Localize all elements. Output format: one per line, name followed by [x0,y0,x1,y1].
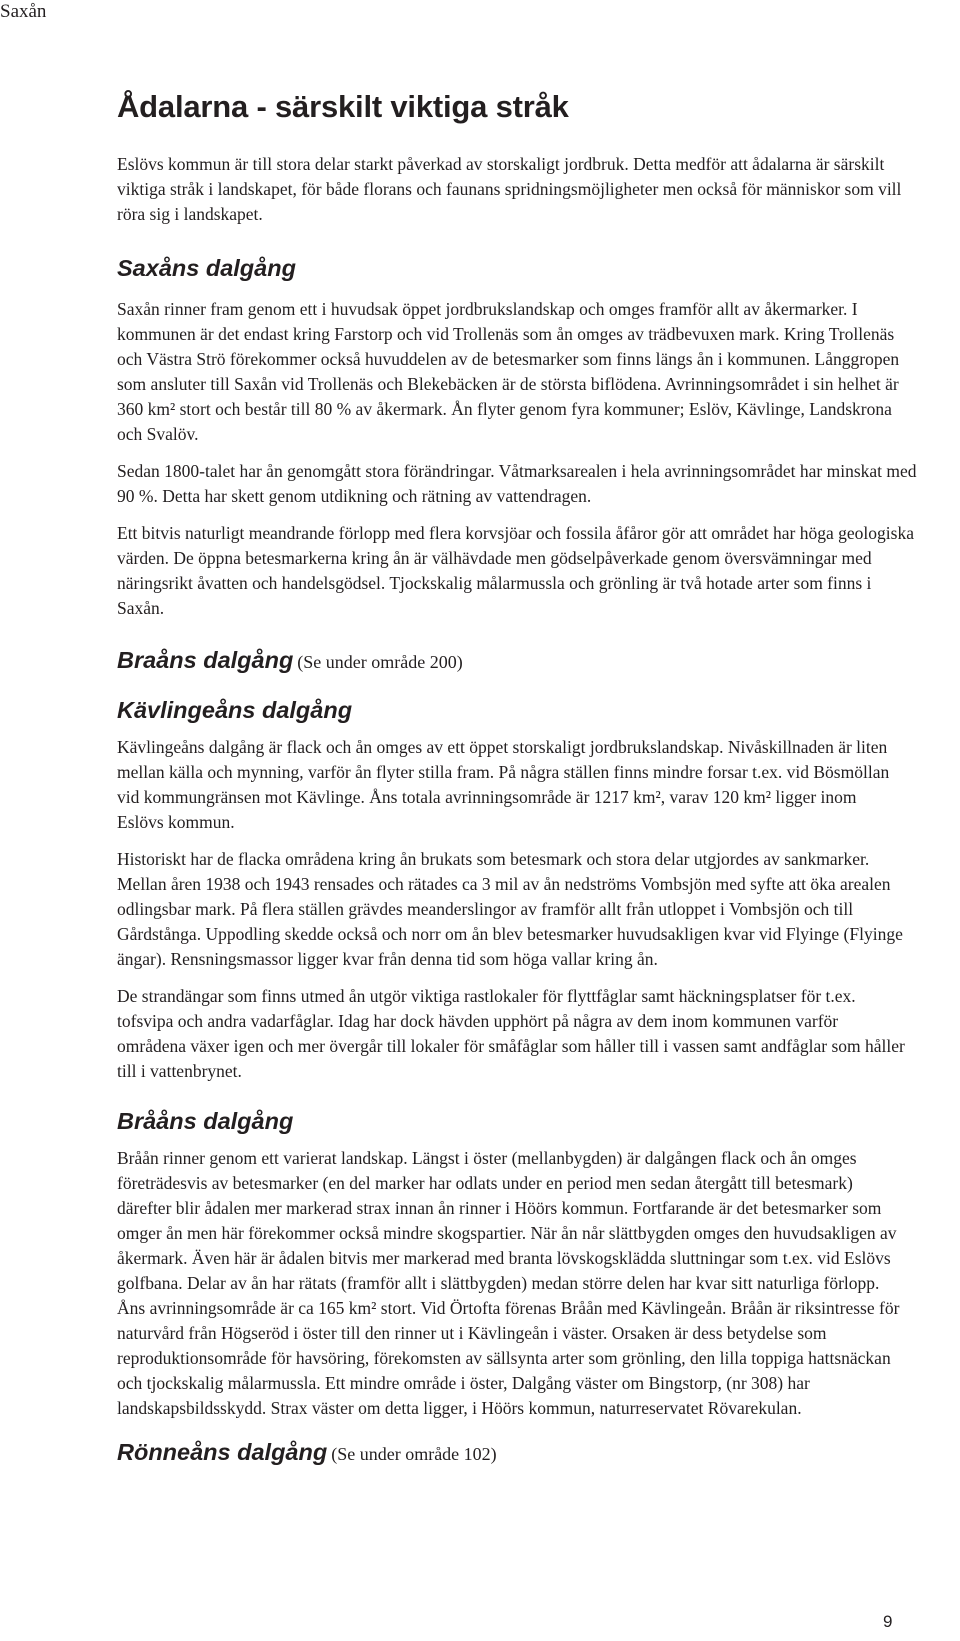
ronnean-note: (Se under område 102) [331,1444,497,1464]
saxan-paragraph-1: Saxån rinner fram genom ett i huvudsak öppet jordbrukslandskap och omges framför allt av åkermarker. I kommunen är det endast kring Farstorp och vid Trollenäs som ån omges av trädbevuxen mark. Kring Trollenäs och Västra Strö förekommer också huvuddelen av de betesmarker som finns längs ån i kommunen. Långgropen som ansluter till Saxån vid Trollenäs och Blekebäcken är de största biflödena. Avrinningsområdet i sin helhet är 360 km² stort och består till 80 % av åkermark. Ån flyter genom fyra kommuner; Eslöv, Kävlinge, Landskrona och Svalöv. [117,299,900,444]
page-content [117,88,955,1469]
section-heading-kavlingean: Kävlingeåns dalgång [117,697,353,723]
braaan-paragraph-1: Bråån rinner genom ett varierat landskap. Längst i öster (mellanbygden) är dalgången flack och ån omges företrädesvis av betesmarker (en del marker har odlats under en period men sedan återgått till betesmark) därefter blir ådalen mer markerad strax innan ån rinner i Höörs kommun. Fortfarande är det betesmarker som omger ån men här förekommer också mindre skogspartier. När ån når slättbygden omges den huvudsakligen av åkermark. Även här är ådalen bitvis mer markerad med branta lövskogsklädda sluttningar som t.ex. vid Eslövs golfbana. Delar av ån har rätats (framför allt i slättbygden) medan större delen har kvar sitt naturliga förlopp. Åns avrinningsområde är ca 165 km² stort. Vid Örtofta förenas Bråån med Kävlingeån. Bråån är riksintresse för naturvård från Högseröd i öster till den rinner ut i Kävlingeån i väster. Orsaken är dess betydelse som reproduktionsområde för havsöring, förekomsten av sällsynta arter som grönling, den lilla toppiga hattsnäckan och tjockskalig målarmussla. Ett mindre område i öster, Dalgång väster om Bingstorp, (nr 308) har landskapsbildsskydd. Strax väster om detta ligger, i Höörs kommun, naturreservatet Rövarekulan. [117,1148,900,1418]
braan-heading-text: Braåns dalgång [117,647,294,673]
kavlingean-paragraph-2: Historiskt har de flacka områdena kring ån brukats som betesmark och stora delar utgjordes av sankmarker. Mellan åren 1938 och 1943 rensades och rätades ca 3 mil av ån nedströms Vombsjön med syfte att öka arealen odlingsbar mark. På flera ställen grävdes meanderslingor av framför allt från utloppet i Vombsjön och till Gårdstånga. Uppodling skedde också och norr om ån blev betesmarker huvudsakligen kvar vid Flyinge (Flyinge ängar). Rensningsmassor ligger kvar från denna tid som höga vallar kring ån. [117,849,903,969]
section-heading-ronnean [117,1437,955,1469]
ronnean-heading-text: Rönneåns dalgång [117,1439,328,1465]
kavlingean-paragraph-1: Kävlingeåns dalgång är flack och ån omges av ett öppet storskaligt jordbrukslandskap. Nivåskillnaden är liten mellan källa och mynning, varför ån flyter stilla fram. På några ställen finns mindre forsar t.ex. vid Bösmöllan vid kommungränsen mot Kävlinge. Åns totala avrinningsområde är 1217 km², varav 120 km² ligger inom Eslövs kommun. [117,737,890,832]
intro-paragraph: Eslövs kommun är till stora delar starkt påverkad av storskaligt jordbruk. Detta medför att ådalarna är särskilt viktiga stråk i landskapet, för både florans och faunans spridningsmöjligheter men också för människor som vill röra sig i landskapet. [117,154,902,224]
running-header: Saxån [0,1,47,22]
section-heading-braan [117,645,955,677]
section-heading-braaan: Brååns dalgång [117,1108,294,1134]
page-number: 9 [883,1612,893,1631]
section-heading-saxan: Saxåns dalgång [117,255,296,281]
saxan-paragraph-3: Ett bitvis naturligt meandrande förlopp med flera korvsjöar och fossila åfåror gör att området har höga geologiska värden. De öppna betesmarkerna kring ån är välhävdade men gödselpåverkade genom översvämningar med näringsrikt åvatten och handelsgödsel. Tjockskalig målarmussla och grönling är två hotade arter som finns i Saxån. [117,523,914,618]
kavlingean-paragraph-3: De strandängar som finns utmed ån utgör viktiga rastlokaler för flyttfåglar samt häckningsplatser för t.ex. tofsvipa och andra vadarfåglar. Idag har dock hävden upphört på några av dem inom kommunen varför områdena växer igen och mer övergår till lokaler för småfåglar som håller till i vassen samt andfåglar som håller till i vattenbrynet. [117,986,905,1081]
braan-note: (Se under område 200) [297,652,463,672]
saxan-paragraph-2: Sedan 1800-talet har ån genomgått stora förändringar. Våtmarksarealen i hela avrinningsområdet har minskat med 90 %. Detta har skett genom utdikning och rätning av vattendragen. [117,461,917,506]
page-title: Ådalarna - särskilt viktiga stråk [117,89,569,124]
